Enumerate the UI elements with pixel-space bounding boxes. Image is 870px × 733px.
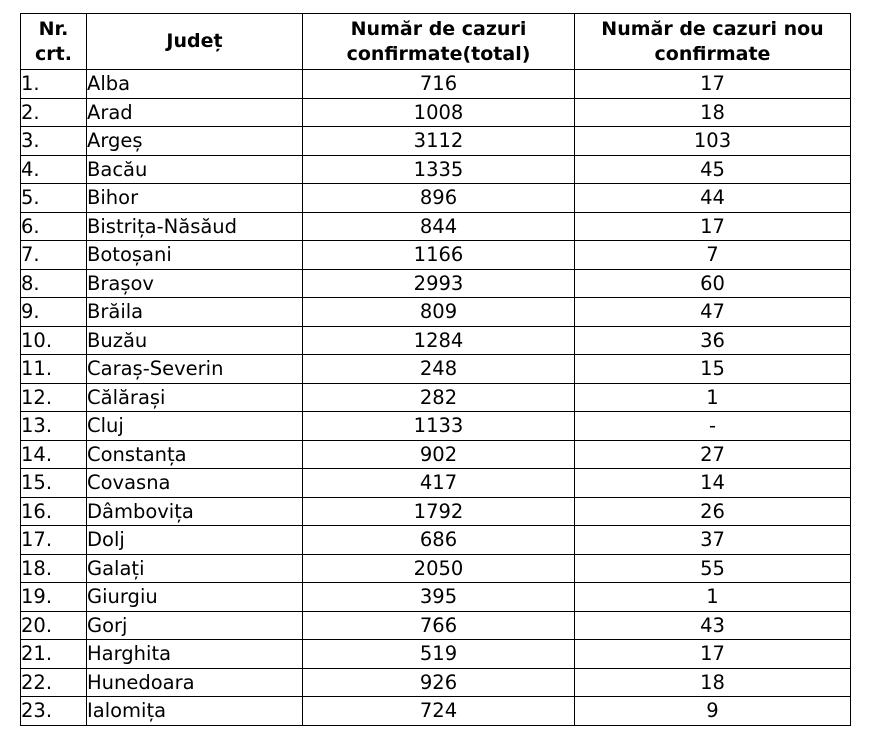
- cell-nr: 14.: [21, 440, 87, 469]
- cell-judet: Brașov: [87, 269, 303, 298]
- cell-total: 809: [303, 298, 575, 327]
- cell-nr: 5.: [21, 184, 87, 213]
- table-row: [21, 127, 851, 156]
- cell-judet: Argeș: [87, 127, 303, 156]
- cell-new: 18: [575, 668, 851, 697]
- cell-nr: 19.: [21, 583, 87, 612]
- cell-judet: Hunedoara: [87, 668, 303, 697]
- cell-nr: 8.: [21, 269, 87, 298]
- cell-nr: 10.: [21, 326, 87, 355]
- table-row: [21, 212, 851, 241]
- cell-nr: 3.: [21, 127, 87, 156]
- header-total: Număr de cazuri confirmate(total): [303, 14, 575, 70]
- cell-nr: 9.: [21, 298, 87, 327]
- cell-nr: 18.: [21, 554, 87, 583]
- cell-nr: 20.: [21, 611, 87, 640]
- cell-judet: Constanța: [87, 440, 303, 469]
- cell-nr: 17.: [21, 526, 87, 555]
- cell-total: 766: [303, 611, 575, 640]
- cell-nr: 23.: [21, 697, 87, 726]
- cell-total: 716: [303, 70, 575, 99]
- table-row: [21, 583, 851, 612]
- table-row: [21, 326, 851, 355]
- cell-new: 1: [575, 583, 851, 612]
- cell-total: 248: [303, 355, 575, 384]
- cell-total: 1008: [303, 98, 575, 127]
- cell-nr: 13.: [21, 412, 87, 441]
- cell-total: 1133: [303, 412, 575, 441]
- cell-judet: Botoșani: [87, 241, 303, 270]
- cell-total: 395: [303, 583, 575, 612]
- header-nr: Nr. crt.: [21, 14, 87, 70]
- cell-judet: Covasna: [87, 469, 303, 498]
- cell-new: 103: [575, 127, 851, 156]
- table-row: [21, 412, 851, 441]
- cell-new: 17: [575, 212, 851, 241]
- cell-new: 43: [575, 611, 851, 640]
- cell-nr: 21.: [21, 640, 87, 669]
- table-row: [21, 383, 851, 412]
- cell-judet: Arad: [87, 98, 303, 127]
- cell-new: 60: [575, 269, 851, 298]
- cell-new: 17: [575, 70, 851, 99]
- cell-total: 686: [303, 526, 575, 555]
- cell-judet: Cluj: [87, 412, 303, 441]
- cell-judet: Bistrița-Năsăud: [87, 212, 303, 241]
- cell-total: 519: [303, 640, 575, 669]
- table-row: [21, 440, 851, 469]
- cell-new: 7: [575, 241, 851, 270]
- cell-new: 47: [575, 298, 851, 327]
- cell-judet: Bacău: [87, 155, 303, 184]
- cell-judet: Harghita: [87, 640, 303, 669]
- cell-total: 896: [303, 184, 575, 213]
- cell-judet: Gorj: [87, 611, 303, 640]
- cell-total: 902: [303, 440, 575, 469]
- cell-new: 36: [575, 326, 851, 355]
- table-row: [21, 611, 851, 640]
- cell-nr: 11.: [21, 355, 87, 384]
- cell-total: 1335: [303, 155, 575, 184]
- cell-nr: 12.: [21, 383, 87, 412]
- table-row: [21, 184, 851, 213]
- cell-judet: Dâmbovița: [87, 497, 303, 526]
- table-row: [21, 98, 851, 127]
- cell-total: 2993: [303, 269, 575, 298]
- cell-new: 1: [575, 383, 851, 412]
- cell-new: 37: [575, 526, 851, 555]
- table-row: [21, 298, 851, 327]
- cell-total: 844: [303, 212, 575, 241]
- table-row: [21, 155, 851, 184]
- cell-judet: Galați: [87, 554, 303, 583]
- cell-nr: 22.: [21, 668, 87, 697]
- cell-judet: Brăila: [87, 298, 303, 327]
- cell-new: -: [575, 412, 851, 441]
- cases-table: [20, 13, 851, 726]
- cell-new: 15: [575, 355, 851, 384]
- cell-nr: 4.: [21, 155, 87, 184]
- cell-nr: 15.: [21, 469, 87, 498]
- cell-judet: Bihor: [87, 184, 303, 213]
- cell-judet: Buzău: [87, 326, 303, 355]
- table-row: [21, 355, 851, 384]
- cell-judet: Caraș-Severin: [87, 355, 303, 384]
- table-row: [21, 668, 851, 697]
- cell-new: 14: [575, 469, 851, 498]
- cell-nr: 6.: [21, 212, 87, 241]
- table-row: [21, 697, 851, 726]
- cell-judet: Ialomița: [87, 697, 303, 726]
- table-row: [21, 554, 851, 583]
- table-row: [21, 241, 851, 270]
- cell-nr: 16.: [21, 497, 87, 526]
- cell-nr: 7.: [21, 241, 87, 270]
- cell-new: 55: [575, 554, 851, 583]
- cell-new: 45: [575, 155, 851, 184]
- table-row: [21, 70, 851, 99]
- table-row: [21, 640, 851, 669]
- cell-total: 1284: [303, 326, 575, 355]
- header-row: [21, 14, 851, 70]
- table-header: [21, 14, 851, 70]
- cell-total: 282: [303, 383, 575, 412]
- cell-total: 1792: [303, 497, 575, 526]
- cell-new: 9: [575, 697, 851, 726]
- cell-new: 26: [575, 497, 851, 526]
- cell-judet: Alba: [87, 70, 303, 99]
- cell-judet: Dolj: [87, 526, 303, 555]
- cell-total: 3112: [303, 127, 575, 156]
- cell-nr: 1.: [21, 70, 87, 99]
- table-row: [21, 497, 851, 526]
- table-row: [21, 469, 851, 498]
- cell-judet: Călărași: [87, 383, 303, 412]
- table-row: [21, 269, 851, 298]
- header-judet: Județ: [87, 14, 303, 70]
- cell-new: 44: [575, 184, 851, 213]
- table-body: [21, 70, 851, 726]
- cell-total: 1166: [303, 241, 575, 270]
- cell-nr: 2.: [21, 98, 87, 127]
- cell-total: 417: [303, 469, 575, 498]
- cell-new: 27: [575, 440, 851, 469]
- header-new: Număr de cazuri nou confirmate: [575, 14, 851, 70]
- cell-new: 18: [575, 98, 851, 127]
- cell-total: 926: [303, 668, 575, 697]
- cell-new: 17: [575, 640, 851, 669]
- cell-total: 2050: [303, 554, 575, 583]
- table-row: [21, 526, 851, 555]
- cell-judet: Giurgiu: [87, 583, 303, 612]
- cell-total: 724: [303, 697, 575, 726]
